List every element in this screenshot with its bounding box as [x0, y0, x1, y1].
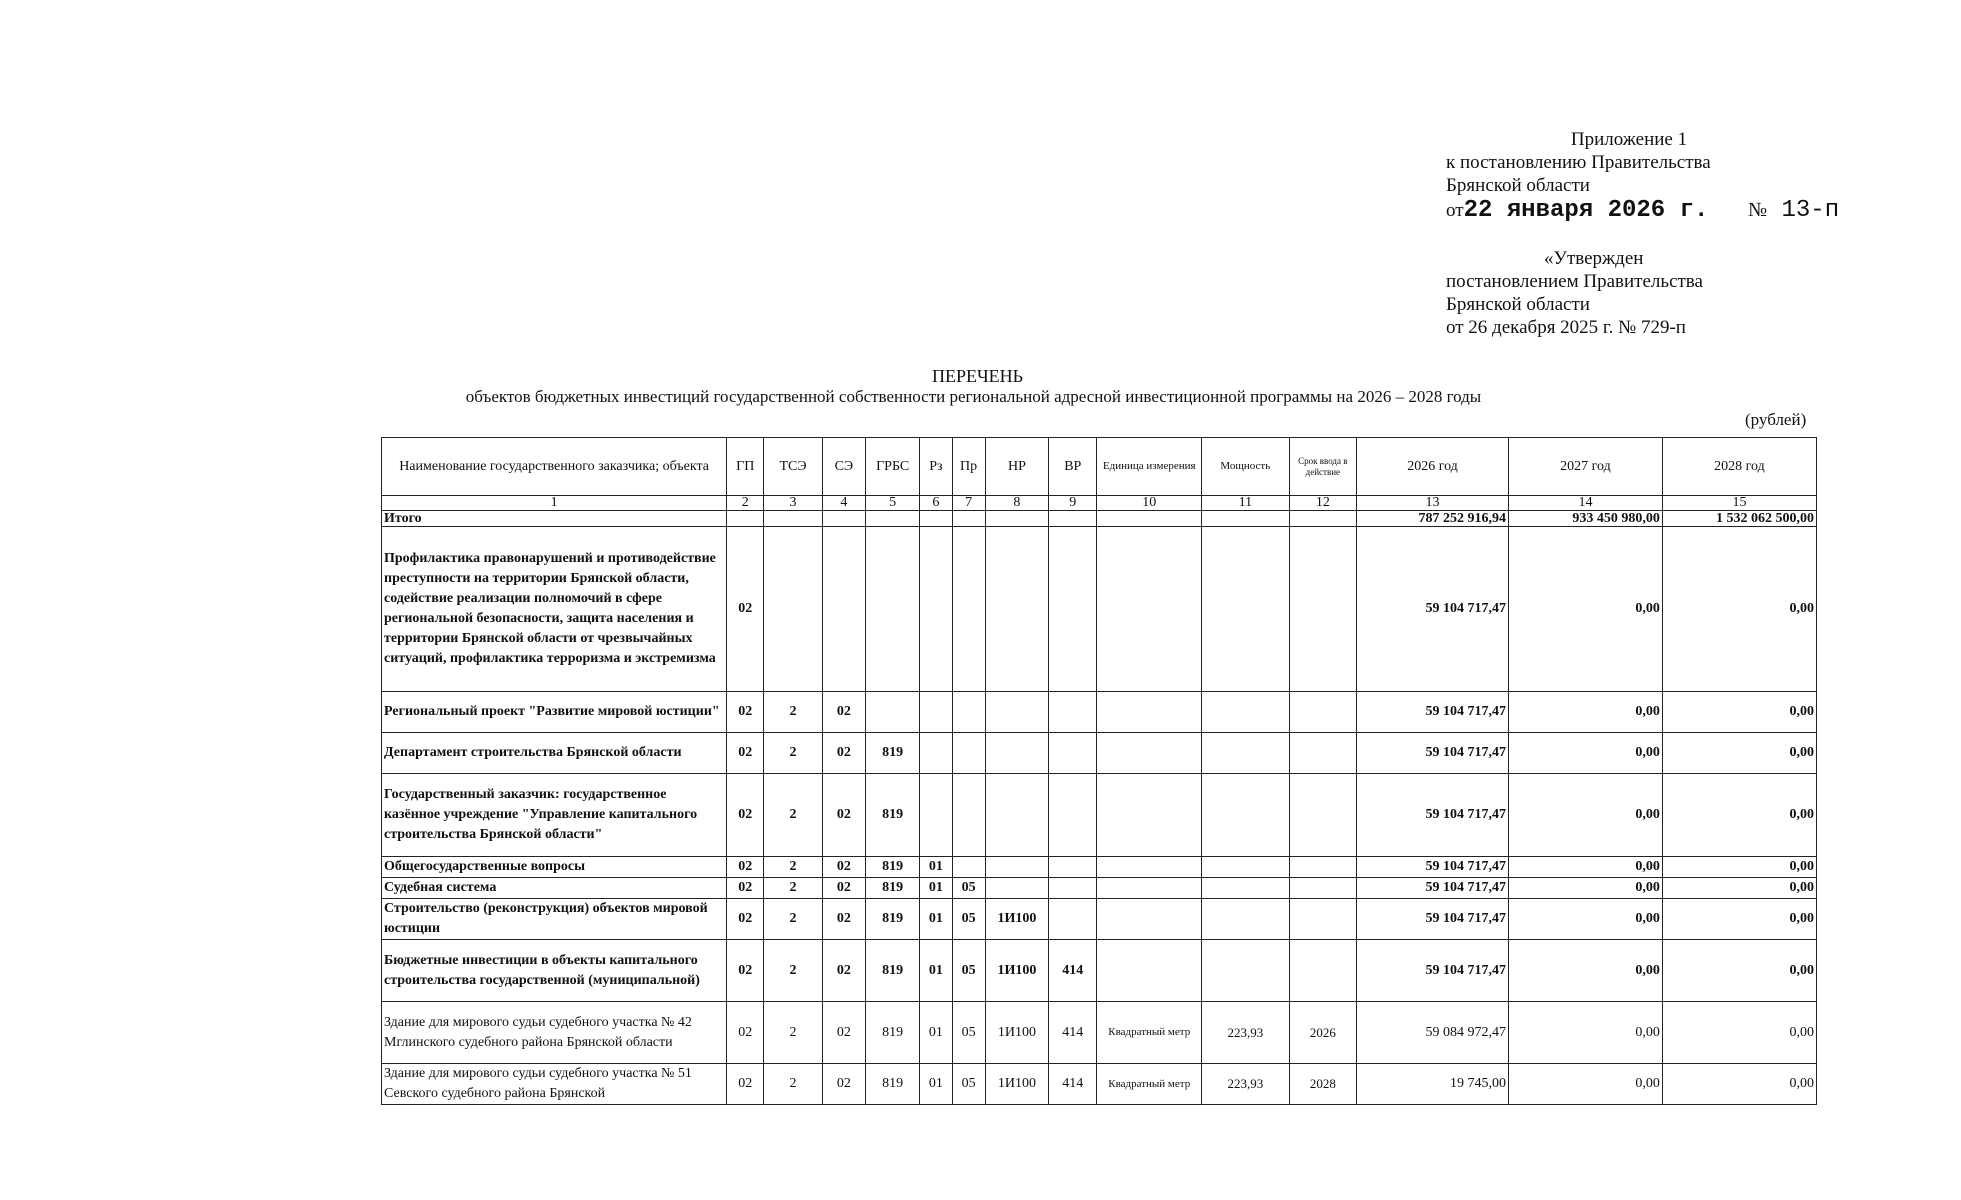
cell-2027: 0,00 [1508, 692, 1662, 733]
number-prefix: № [1748, 199, 1768, 221]
cell-nr [985, 511, 1048, 527]
approved-region: Брянской области [1446, 294, 1590, 315]
cell-rz [920, 692, 952, 733]
table-row [382, 527, 1817, 692]
cell-2027: 0,00 [1508, 940, 1662, 1002]
cell-2026: 59 104 717,47 [1357, 733, 1509, 774]
cell-power [1202, 692, 1290, 733]
cell-2028: 0,00 [1662, 733, 1816, 774]
cell-se: 02 [822, 692, 865, 733]
cell-nr: 1И100 [985, 899, 1048, 940]
col-number: 11 [1202, 496, 1290, 511]
cell-rz: 01 [920, 1002, 952, 1064]
cell-2027: 933 450 980,00 [1508, 511, 1662, 527]
cell-gp: 02 [727, 692, 764, 733]
cell-2028: 0,00 [1662, 774, 1816, 857]
cell-unit: Квадратный метр [1097, 1064, 1202, 1105]
cell-2027: 0,00 [1508, 527, 1662, 692]
col-header-2026: 2026 год [1357, 438, 1509, 496]
cell-2027: 0,00 [1508, 899, 1662, 940]
col-number: 12 [1289, 496, 1356, 511]
cell-nr [985, 692, 1048, 733]
cell-tse: 2 [764, 733, 822, 774]
number-value: 13-п [1781, 197, 1840, 224]
cell-grbs [866, 511, 920, 527]
document-title: ПЕРЕЧЕНЬ [931, 366, 1024, 386]
col-number: 10 [1097, 496, 1202, 511]
col-number: 15 [1662, 496, 1816, 511]
cell-tse: 2 [764, 692, 822, 733]
cell-pr: 05 [952, 1064, 985, 1105]
cell-vr [1049, 511, 1097, 527]
approved-date: от 26 декабря 2025 г. № 729-п [1446, 317, 1686, 338]
cell-grbs: 819 [866, 899, 920, 940]
cell-2026: 59 104 717,47 [1357, 878, 1509, 899]
cell-grbs: 819 [866, 1064, 920, 1105]
cell-pr: 05 [952, 1002, 985, 1064]
cell-2028: 0,00 [1662, 899, 1816, 940]
cell-tse: 2 [764, 1002, 822, 1064]
row-name: Судебная система [382, 878, 727, 899]
row-name: Государственный заказчик: государственное казённое учреждение "Управление капитального строительства Брянской области" [382, 774, 727, 857]
cell-gp [727, 511, 764, 527]
cell-2027: 0,00 [1508, 1064, 1662, 1105]
investment-table [381, 437, 1817, 1105]
col-header-name: Наименование государственного заказчика; объекта [382, 438, 727, 496]
cell-unit [1097, 774, 1202, 857]
cell-2027: 0,00 [1508, 857, 1662, 878]
cell-term [1289, 733, 1356, 774]
cell-gp: 02 [727, 857, 764, 878]
cell-gp: 02 [727, 878, 764, 899]
cell-vr [1049, 899, 1097, 940]
cell-grbs: 819 [866, 1002, 920, 1064]
cell-gp: 02 [727, 940, 764, 1002]
cell-2027: 0,00 [1508, 1002, 1662, 1064]
decree-date-line [1446, 199, 1906, 229]
cell-nr: 1И100 [985, 1002, 1048, 1064]
cell-2026: 59 084 972,47 [1357, 1002, 1509, 1064]
cell-term [1289, 527, 1356, 692]
cell-se: 02 [822, 733, 865, 774]
cell-vr [1049, 878, 1097, 899]
cell-gp: 02 [727, 774, 764, 857]
cell-nr: 1И100 [985, 1064, 1048, 1105]
cell-2026: 59 104 717,47 [1357, 899, 1509, 940]
cell-vr [1049, 692, 1097, 733]
cell-gp: 02 [727, 899, 764, 940]
cell-power: 223,93 [1202, 1064, 1290, 1105]
row-name: Здание для мирового судьи судебного участка № 42 Мглинского судебного района Брянской области [382, 1002, 727, 1064]
cell-rz [920, 527, 952, 692]
cell-pr [952, 733, 985, 774]
cell-gp: 02 [727, 733, 764, 774]
units-label: (рублей) [1745, 410, 1807, 429]
col-header-gp: ГП [727, 438, 764, 496]
col-number: 3 [764, 496, 822, 511]
cell-unit [1097, 527, 1202, 692]
cell-unit [1097, 692, 1202, 733]
cell-unit [1097, 733, 1202, 774]
col-header-power: Мощность [1202, 438, 1290, 496]
cell-rz: 01 [920, 878, 952, 899]
col-number: 6 [920, 496, 952, 511]
cell-2028: 0,00 [1662, 878, 1816, 899]
decree-date: 22 января 2026 г. [1463, 197, 1709, 224]
col-number: 7 [952, 496, 985, 511]
table-row [382, 774, 1817, 857]
table-row [382, 733, 1817, 774]
cell-2026: 59 104 717,47 [1357, 940, 1509, 1002]
cell-tse: 2 [764, 878, 822, 899]
row-name: Профилактика правонарушений и противодействие преступности на территории Брянской области, содействие реализации полномочий в сфере региональной безопасности, защита населения и территории Брянской области от чрезвычайных ситуаций, профилактика терроризма и экстремизма [382, 527, 727, 692]
table-row [382, 899, 1817, 940]
cell-rz [920, 774, 952, 857]
cell-2028: 0,00 [1662, 857, 1816, 878]
cell-se: 02 [822, 1064, 865, 1105]
table-row [382, 692, 1817, 733]
cell-pr [952, 774, 985, 857]
cell-power [1202, 857, 1290, 878]
cell-se: 02 [822, 940, 865, 1002]
cell-unit [1097, 511, 1202, 527]
table-row [382, 878, 1817, 899]
cell-se: 02 [822, 774, 865, 857]
cell-se: 02 [822, 857, 865, 878]
row-name: Департамент строительства Брянской области [382, 733, 727, 774]
cell-power [1202, 774, 1290, 857]
row-name: Здание для мирового судьи судебного участка № 51 Севского судебного района Брянской [382, 1064, 727, 1105]
cell-2026: 59 104 717,47 [1357, 774, 1509, 857]
region-name: Брянской области [1446, 175, 1590, 196]
col-header-nr: НР [985, 438, 1048, 496]
cell-vr: 414 [1049, 1064, 1097, 1105]
column-number-row [382, 496, 1817, 511]
decree-reference: к постановлению Правительства [1446, 152, 1711, 173]
cell-power [1202, 511, 1290, 527]
cell-power [1202, 940, 1290, 1002]
cell-vr: 414 [1049, 1002, 1097, 1064]
cell-tse [764, 527, 822, 692]
cell-grbs [866, 692, 920, 733]
cell-rz [920, 511, 952, 527]
cell-se [822, 527, 865, 692]
row-name: Общегосударственные вопросы [382, 857, 727, 878]
table-row [382, 940, 1817, 1002]
row-name: Итого [382, 511, 727, 527]
cell-tse: 2 [764, 857, 822, 878]
cell-tse: 2 [764, 940, 822, 1002]
cell-tse: 2 [764, 1064, 822, 1105]
col-number: 8 [985, 496, 1048, 511]
row-name: Бюджетные инвестиции в объекты капитального строительства государственной (муниципальной) [382, 940, 727, 1002]
cell-gp: 02 [727, 527, 764, 692]
cell-power: 223,93 [1202, 1002, 1290, 1064]
col-number: 1 [382, 496, 727, 511]
cell-nr [985, 527, 1048, 692]
cell-term: 2026 [1289, 1002, 1356, 1064]
appendix-label: Приложение 1 [1570, 129, 1688, 150]
cell-term: 2028 [1289, 1064, 1356, 1105]
approved-by: постановлением Правительства [1446, 271, 1703, 292]
cell-pr: 05 [952, 899, 985, 940]
cell-nr [985, 878, 1048, 899]
cell-2028: 1 532 062 500,00 [1662, 511, 1816, 527]
cell-tse: 2 [764, 774, 822, 857]
cell-power [1202, 878, 1290, 899]
table-row [382, 1064, 1817, 1105]
cell-pr: 05 [952, 878, 985, 899]
cell-vr [1049, 857, 1097, 878]
cell-pr [952, 527, 985, 692]
cell-nr [985, 733, 1048, 774]
cell-2028: 0,00 [1662, 940, 1816, 1002]
cell-unit: Квадратный метр [1097, 1002, 1202, 1064]
cell-2028: 0,00 [1662, 1002, 1816, 1064]
cell-nr: 1И100 [985, 940, 1048, 1002]
cell-grbs: 819 [866, 774, 920, 857]
table-row [382, 1002, 1817, 1064]
col-header-vr: ВР [1049, 438, 1097, 496]
cell-tse [764, 511, 822, 527]
cell-rz: 01 [920, 899, 952, 940]
col-header-unit: Единица измерения [1097, 438, 1202, 496]
row-name: Региональный проект "Развитие мировой юстиции" [382, 692, 727, 733]
header-row [382, 438, 1817, 496]
from-prefix: от [1446, 200, 1464, 221]
cell-nr [985, 857, 1048, 878]
col-number: 4 [822, 496, 865, 511]
col-header-2028: 2028 год [1662, 438, 1816, 496]
cell-vr [1049, 774, 1097, 857]
cell-term [1289, 774, 1356, 857]
cell-gp: 02 [727, 1002, 764, 1064]
cell-pr: 05 [952, 940, 985, 1002]
cell-2028: 0,00 [1662, 1064, 1816, 1105]
cell-2028: 0,00 [1662, 692, 1816, 733]
cell-vr: 414 [1049, 940, 1097, 1002]
cell-2026: 787 252 916,94 [1357, 511, 1509, 527]
cell-se: 02 [822, 878, 865, 899]
cell-tse: 2 [764, 899, 822, 940]
col-header-term: Срок ввода в действие [1289, 438, 1356, 496]
cell-se [822, 511, 865, 527]
table-row-total [382, 511, 1817, 527]
col-number: 2 [727, 496, 764, 511]
col-header-tse: ТСЭ [764, 438, 822, 496]
cell-grbs [866, 527, 920, 692]
cell-vr [1049, 733, 1097, 774]
decree-number [1748, 199, 1839, 222]
col-number: 13 [1357, 496, 1509, 511]
col-header-2027: 2027 год [1508, 438, 1662, 496]
cell-2027: 0,00 [1508, 878, 1662, 899]
col-number: 14 [1508, 496, 1662, 511]
cell-term [1289, 899, 1356, 940]
cell-power [1202, 527, 1290, 692]
cell-term [1289, 878, 1356, 899]
cell-2026: 59 104 717,47 [1357, 857, 1509, 878]
cell-unit [1097, 940, 1202, 1002]
cell-grbs: 819 [866, 857, 920, 878]
cell-rz: 01 [920, 1064, 952, 1105]
cell-power [1202, 733, 1290, 774]
cell-se: 02 [822, 899, 865, 940]
table-row [382, 857, 1817, 878]
col-header-rz: Рз [920, 438, 952, 496]
col-number: 9 [1049, 496, 1097, 511]
cell-rz: 01 [920, 940, 952, 1002]
cell-unit [1097, 899, 1202, 940]
cell-vr [1049, 527, 1097, 692]
col-header-se: СЭ [822, 438, 865, 496]
row-name: Строительство (реконструкция) объектов мировой юстиции [382, 899, 727, 940]
cell-2026: 59 104 717,47 [1357, 527, 1509, 692]
cell-rz: 01 [920, 857, 952, 878]
cell-term [1289, 511, 1356, 527]
cell-pr [952, 511, 985, 527]
cell-gp: 02 [727, 1064, 764, 1105]
cell-pr [952, 692, 985, 733]
cell-se: 02 [822, 1002, 865, 1064]
cell-unit [1097, 878, 1202, 899]
cell-grbs: 819 [866, 878, 920, 899]
cell-term [1289, 692, 1356, 733]
col-number: 5 [866, 496, 920, 511]
approved-block [1446, 247, 1906, 339]
cell-pr [952, 857, 985, 878]
appendix-header [1446, 128, 1906, 339]
cell-grbs: 819 [866, 733, 920, 774]
cell-unit [1097, 857, 1202, 878]
cell-term [1289, 857, 1356, 878]
col-header-pr: Пр [952, 438, 985, 496]
cell-2026: 19 745,00 [1357, 1064, 1509, 1105]
cell-rz [920, 733, 952, 774]
cell-power [1202, 899, 1290, 940]
cell-2027: 0,00 [1508, 733, 1662, 774]
document-subtitle: объектов бюджетных инвестиций государственной собственности региональной адресной инвестиционной программы на 2026 – 2028 годы [465, 387, 1482, 406]
col-header-grbs: ГРБС [866, 438, 920, 496]
cell-2026: 59 104 717,47 [1357, 692, 1509, 733]
cell-term [1289, 940, 1356, 1002]
cell-2028: 0,00 [1662, 527, 1816, 692]
cell-2027: 0,00 [1508, 774, 1662, 857]
cell-grbs: 819 [866, 940, 920, 1002]
approved-label: «Утвержден [1544, 248, 1644, 269]
cell-nr [985, 774, 1048, 857]
